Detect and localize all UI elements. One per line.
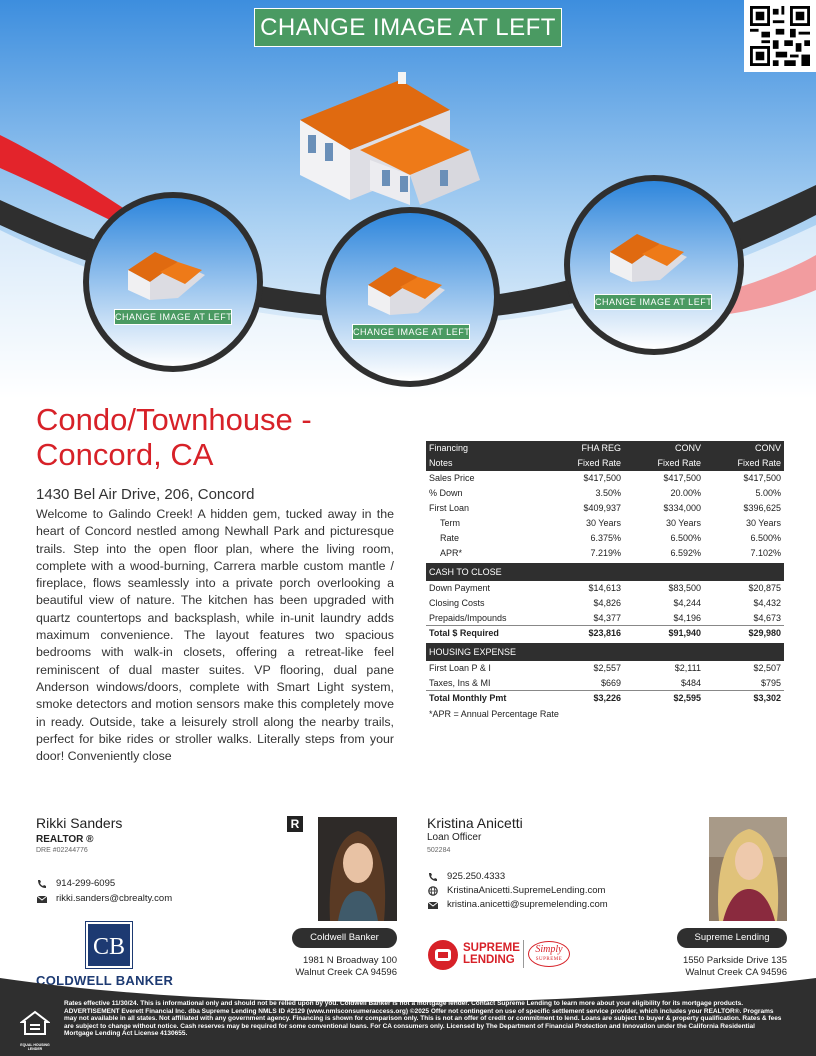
table-cell: $4,244 [673,598,701,608]
table-cell: 5.00% [755,488,781,498]
agent-office-pill: Coldwell Banker [292,928,397,948]
apr-note: *APR = Annual Percentage Rate [429,709,559,719]
equal-housing-label: EQUAL HOUSING LENDER [20,1043,50,1051]
table-cell: $334,000 [663,503,701,513]
lender-office-line2: Walnut Creek CA 94596 [685,967,787,978]
lender-email-text: kristina.anicetti@supremelending.com [447,899,608,910]
table-cell: $4,673 [753,613,781,623]
table-row [426,691,784,706]
table-cell: $417,500 [583,473,621,483]
table-cell: $14,613 [588,583,621,593]
table-cell: $91,940 [668,628,701,638]
table-cell: $795 [760,678,781,688]
agent-email[interactable] [36,893,172,904]
table-cell: $417,500 [743,473,781,483]
table-cell: APR* [440,548,463,558]
table-cell: First Loan [429,503,470,513]
table-cell: Prepaids/Impounds [429,613,507,623]
change-image-2-button[interactable]: CHANGE IMAGE AT LEFT [352,324,470,340]
agent-role: REALTOR ® [36,834,94,845]
equal-housing-icon [20,1010,50,1042]
agent-office-address [250,955,397,979]
financing-table [426,441,784,719]
table-cell: % Down [429,488,463,498]
supreme-lending-wordmark [463,942,520,966]
table-cell: $29,980 [748,628,781,638]
table-row [426,516,784,531]
hero-banner [0,0,816,400]
table-row [426,661,784,676]
agent-office-line1: 1981 N Broadway 100 [302,955,397,966]
disclaimer-text: Rates effective 11/30/24. This is informational only and should not be relied upon by you. Coldwell Banker is not a mortgage lender. Contact Supreme Lending to learn more about your eligibility for its mortgage products. ADVERTISEMENT Everett Financial Inc. dba Supreme Lending NMLS ID #2129 (www.nmlsconsumeraccess.org) ©2025 Offer not contingent on use of specific settlement service provider, which includes your REALTOR®. Programs may not available in all states. Not affiliated with any government agency. Financing is shown for comparison only. This is not an offer of credit or commitment to lend. Loans are subject to buyer & property qualification. Rates & fees are subject to change without notice. Cash reserves may be required for some conventional loans. For CA consumers only. Licensed by The Department of Financial Protection and Innovation under the California Residential Mortgage Lending Act License 4130655. [64,1000,782,1038]
table-cell: $409,937 [583,503,621,513]
table-cell: 30 Years [585,518,621,528]
table-cell: $669 [600,678,621,688]
supreme-lending-line2: LENDING [463,954,515,966]
agent-license: DRE #02244776 [36,847,88,854]
table-cell: Rate [440,533,460,543]
table-cell: Fixed Rate [577,458,621,468]
table-cell: $2,557 [593,663,621,673]
simply-supreme-line2: SUPREME [535,957,563,962]
supreme-lending-line1: SUPREME [463,942,520,954]
table-section-header [426,563,784,581]
lender-email[interactable] [427,899,608,910]
agent-name: Rikki Sanders [36,815,123,831]
agent-photo [318,817,397,921]
agent-phone[interactable] [36,878,115,889]
table-cell: 6.500% [670,533,701,543]
table-row [426,581,784,596]
table-cell: Term [440,518,460,528]
table-cell: 6.592% [670,548,701,558]
table-row [426,471,784,486]
table-cell: $4,196 [673,613,701,623]
lender-office-line1: 1550 Parkside Drive 135 [682,955,787,966]
lender-website-text: KristinaAnicetti.SupremeLending.com [447,885,606,896]
table-cell: Sales Price [429,473,475,483]
table-cell: 6.375% [590,533,621,543]
table-cell: $3,302 [753,693,781,703]
email-icon [36,894,48,904]
table-cell: $4,377 [593,613,621,623]
lender-photo [709,817,787,921]
supreme-lending-logo-icon [428,940,458,970]
listing-title: Condo/Townhouse - Concord, CA [36,402,312,472]
logo-divider [523,940,524,968]
table-row [426,596,784,611]
table-cell: $4,826 [593,598,621,608]
table-row [426,626,784,641]
lender-office-pill: Supreme Lending [677,928,787,948]
lender-phone[interactable] [427,871,505,882]
table-cell: $3,226 [593,693,621,703]
hero-background [0,0,816,400]
realtor-mark-icon: R [287,816,303,832]
table-cell: 30 Years [745,518,781,528]
table-cell: $396,625 [743,503,781,513]
table-cell: Fixed Rate [657,458,701,468]
table-row [426,531,784,546]
table-row [426,441,784,456]
table-cell: Total $ Required [429,628,499,638]
table-cell: $484 [680,678,701,688]
table-cell: First Loan P & I [429,663,491,673]
table-cell: FHA REG [581,443,621,453]
table-row [426,676,784,691]
lender-license: 502284 [427,847,451,854]
qr-code-icon [750,6,810,66]
table-row [426,456,784,471]
table-section-title: HOUSING EXPENSE [429,647,517,657]
change-image-main-button[interactable]: CHANGE IMAGE AT LEFT [254,8,562,47]
table-row [426,611,784,626]
table-cell: $83,500 [668,583,701,593]
table-row [426,486,784,501]
table-cell: CONV [674,443,701,453]
table-cell: Down Payment [429,583,491,593]
table-cell: $2,595 [673,693,701,703]
change-image-3-button[interactable]: CHANGE IMAGE AT LEFT [594,294,712,310]
lender-office-address [630,955,787,979]
table-cell: 20.00% [670,488,701,498]
table-cell: Financing [429,443,469,453]
coldwell-banker-wordmark: COLDWELL BANKER [36,973,174,988]
table-section-header [426,643,784,661]
agent-email-text: rikki.sanders@cbrealty.com [56,893,173,904]
table-cell: $20,875 [748,583,781,593]
table-cell: $23,816 [588,628,621,638]
change-image-1-button[interactable]: CHANGE IMAGE AT LEFT [114,309,232,325]
table-row [426,546,784,561]
simply-supreme-line1: Simply [535,944,563,955]
table-cell: Taxes, Ins & MI [429,678,491,688]
table-cell: Notes [429,458,453,468]
email-icon [427,900,439,910]
table-cell: $2,507 [753,663,781,673]
agent-office-line2: Walnut Creek CA 94596 [295,967,397,978]
table-cell: Closing Costs [429,598,485,608]
agent-phone-text: 914-299-6095 [56,878,116,889]
table-cell: Total Monthly Pmt [429,693,507,703]
table-cell: $2,111 [674,663,701,673]
listing-address: 1430 Bel Air Drive, 206, Concord [36,486,255,503]
table-cell: 6.500% [750,533,781,543]
table-row [426,501,784,516]
table-cell: 7.219% [590,548,621,558]
qr-code[interactable] [744,0,816,72]
table-cell: 30 Years [665,518,701,528]
phone-icon [36,879,48,889]
table-cell: CONV [754,443,781,453]
lender-role: Loan Officer [427,832,482,843]
lender-phone-text: 925.250.4333 [447,871,506,882]
lender-website[interactable] [427,885,605,896]
lender-name: Kristina Anicetti [427,815,523,831]
table-cell: $4,432 [753,598,781,608]
globe-icon [427,886,439,896]
table-cell: 7.102% [750,548,781,558]
table-section-title: CASH TO CLOSE [429,567,502,577]
phone-icon [427,872,439,882]
listing-description: Welcome to Galindo Creek! A hidden gem, tucked away in the heart of Concord nestled among Newhall Park and picturesque trails. Step into the open floor plan, where the living room, complete with a wood-burning, Carrera marble custom mantle / fireplace, flows seamlessly into a private porch overlooking a beautiful view of nature. The kitchen has been upgraded with quartz countertops and backsplash, while in-unit laundry adds maximum convenience. The layout features two spacious bedrooms with walk-in closets, offering a retreat-like feel reminiscent of dual master suites. VP flooring, dual pane Anderson windows/doors, complete with Smart Light system, smoke detectors and motion sensors make this completely move in ready. Outside, take a leisurely stroll along the nearby trails, perfect for bike rides or stroller walks. Literally steps from your door! Conveniently close [36,507,394,764]
table-cell: $417,500 [663,473,701,483]
coldwell-banker-logo-icon: CB [86,922,132,968]
table-cell: 3.50% [595,488,621,498]
simply-supreme-logo [528,941,570,967]
table-cell: Fixed Rate [737,458,781,468]
